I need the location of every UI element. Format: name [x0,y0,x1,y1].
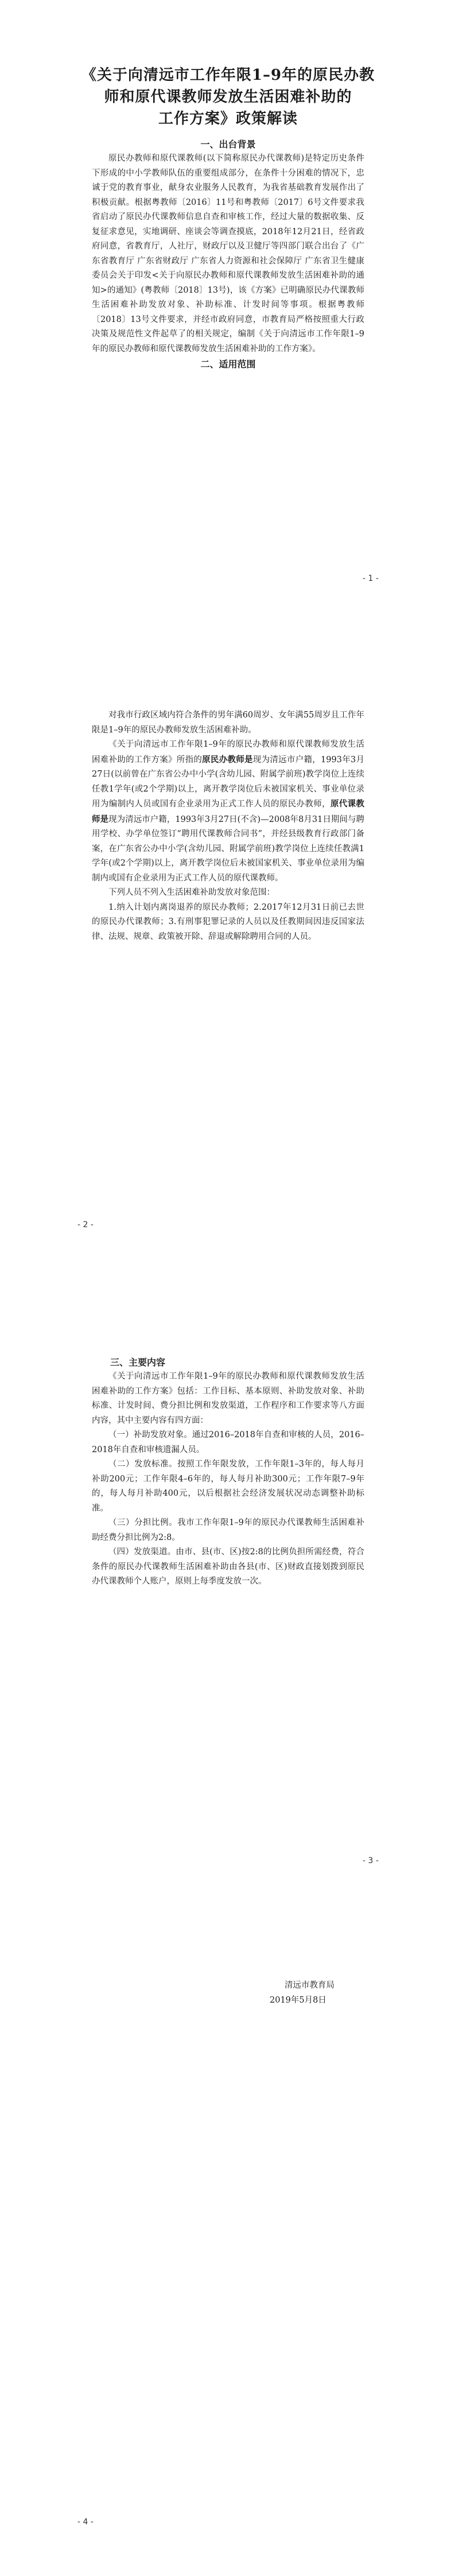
main-item-2: （二）发放标准。按照工作年限发放，工作年限1–3年的，每人每月补助200元；工作年限4–6年的，每人每月补助300元；工作年限7–9年的，每人每月补助400元，以后根据社会经济发展状况动态调整补助标准。 [92,1460,364,1513]
title-line-3: 工作方案》政策解读 [158,110,298,127]
page-number-2: - 2 - [77,1220,94,1229]
scope-paragraph-1: 对我市行政区域内符合条件的男年满60周岁、女年满55周岁且工作年限是1–9年的原民办教师发放生活困难补助。 [92,711,364,735]
page-2 [0,644,455,1288]
scope-paragraph-4: 1.纳入计划内离岗退养的原民办教师；2.2017年12月31日前已去世的原民办代课教师；3.有刑事犯罪记录的人员以及任教期间因违反国家法律、法规、规章、政策被开除、辞退或解除聘用合同的人员。 [92,902,364,941]
page-3 [0,1288,455,1932]
title-line-2: 师和原代课教师发放生活困难补助的 [104,88,352,106]
page-1 [0,0,455,644]
section-2-heading: 二、适用范围 [200,359,256,370]
page-number-3: - 3 - [363,1856,379,1865]
scope-p2-term-daike: 原代课教师是 [92,799,365,824]
title-line-1: 《关于向清远市工作年限1–9年的原民办教 [81,67,375,84]
document-title [80,64,376,130]
scope-paragraph-2 [92,738,364,886]
main-item-4: （四）发放渠道。由市、县(市、区)按2:8的比例负担所需经费，符合条件的原民办代课教师生活困难补助由各县(市、区)财政直接划拨到原民办代课教师个人账户，原则上每季度发放一次。 [92,1547,364,1586]
scope-p2-part-a: 《关于向清远市工作年限1–9年的原民办教师和原代课教师发放生活困难补助的工作方案》所指的 [92,740,364,765]
section-main-content [92,1356,364,1589]
main-item-3: （三）分担比例。我市工作年限1–9年的原民办代课教师生活困难补助经费分担比例为2:8。 [92,1518,364,1542]
scope-p2-term-minban: 原民办教师是 [202,754,253,765]
signature-date: 2019年5月8日 [270,1996,326,2005]
section-background [92,138,364,371]
signature-block [270,1978,384,2008]
main-paragraph-1: 《关于向清远市工作年限1–9年的原民办教师和原代课教师发放生活困难补助的工作方案》包括：工作目标、基本原则、补助发放对象、补助标准、计发时间、费分担比例和发放渠道，工作程序和工作要求等八方面内容，其中主要内容有四方面： [92,1372,364,1425]
section-1-heading: 一、出台背景 [200,139,256,150]
page-4 [0,1932,455,2576]
page-number-1: - 1 - [363,574,379,583]
scope-paragraph-3: 下列人员不列入生活困难补助发放对象范围： [108,888,275,897]
scope-p2-part-e: 现为清远市户籍，1993年3月27日(不含)—2008年8月31日期间与聘用学校、办学单位签订“聘用代课教师合同书”，并经县级教育行政部门备案，在广东省公办中小学(含幼儿园、附属学前班)教学岗位上连续任教满1学年(或2个学期)以上，离开教学岗位后未被国家机关、事业单位录用为编制内或国有企业录用为正式工作人员的原代课教师。 [92,814,365,883]
section-3-heading: 三、主要内容 [110,1357,166,1368]
page-number-4: - 4 - [77,2517,94,2527]
signature-org: 清远市教育局 [285,1981,335,1990]
section-1-paragraph: 原民办教师和原代课教师(以下简称原民办代课教师)是特定历史条件下形成的中小学教师队伍的重要组成部分，在条件十分困难的情况下，忠诚于党的教育事业，献身农业服务人民教育，为我省基础教育发展作出了积极贡献。根据粤教师〔2016〕11号和粤教师〔2017〕6号文件要求我省启动了原民办代课教师信息自查和审核工作，经过大量的数据收集、反复征求意见，实地调研、座谈会等调查摸底，2018年12月21日，经省政府同意，省教育厅，人社厅，财政厅以及卫健厅等四部门联合出台了《广东省教育厅 广东省财政厅 广东省人力资源和社会保障厅 广东省卫生健康委员会关于印发<关于向原民办教师和原代课教师发放生活困难补助的通知>的通知》(粤教师〔2018〕13号)，该《方案》已明确原民办代课教师生活困难补助发放对象、补助标准、计发时间等事项。根据粤教师〔2018〕13号文件要求，并经市政府同意，市教育局严格按照重大行政决策及规范性文件起草了的相关规定，编制《关于向清远市工作年限1–9年的原民办教师和原代课教师发放生活困难补助的工作方案》。 [92,154,364,354]
scope-p2-part-c: 现为清远市户籍，1993年3月27日(以前曾在广东省公办中小学(含幼儿园、附属学前班)教学岗位上连续任教1学年(或2个学期)以上，离开教学岗位后未被国家机关、事业单位录用为编制内人员或国有企业录用为正式工作人员的原民办教师， [92,755,364,809]
section-scope [92,708,364,944]
main-item-1: （一）补助发放对象。通过2016–2018年自查和审核的人员，2016–2018年自查和审核遗漏人员。 [92,1430,364,1454]
